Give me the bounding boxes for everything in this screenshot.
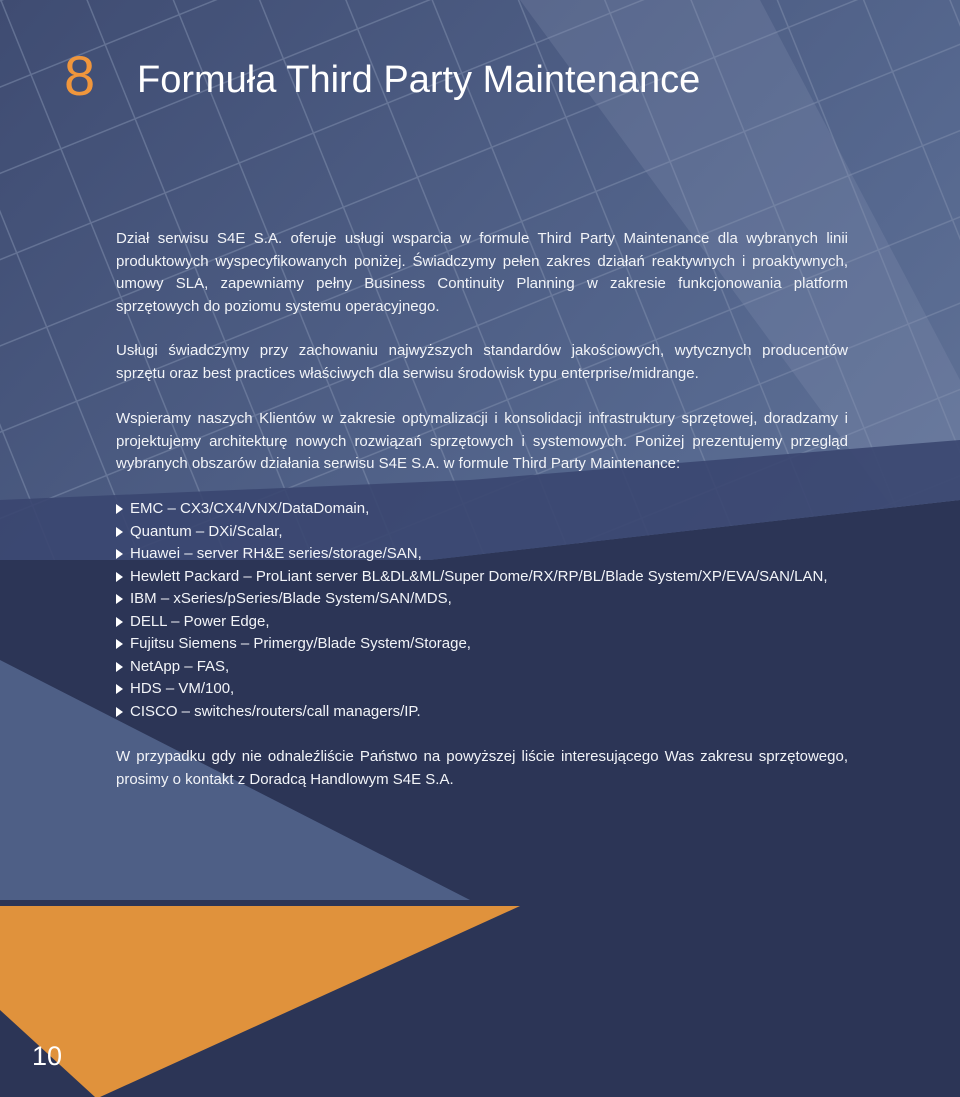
- list-item-text: Hewlett Packard – ProLiant server BL&DL&ML/Super Dome/RX/RP/BL/Blade System/XP/EVA/SAN/LAN,: [130, 567, 828, 585]
- list-item: [116, 543, 906, 566]
- intro-section: [116, 228, 848, 318]
- triangle-bullet-icon: [116, 617, 123, 627]
- list-item: [116, 566, 906, 589]
- triangle-bullet-icon: [116, 662, 123, 672]
- list-item: [116, 701, 906, 724]
- contact-paragraph: W przypadku gdy nie odnaleźliście Państwo na powyższej liście interesującego Was zakresu sprzętowego, prosimy o kontakt z Doradcą Handlowym S4E S.A.: [116, 748, 848, 788]
- list-item: [116, 498, 906, 521]
- triangle-bullet-icon: [116, 504, 123, 514]
- triangle-bullet-icon: [116, 527, 123, 537]
- list-item-text: CISCO – switches/routers/call managers/IP.: [130, 702, 421, 720]
- support-paragraph: Wspieramy naszych Klientów w zakresie optymalizacji i konsolidacji infrastruktury sprzętowej, doradzamy i projektujemy architekturę nowych rozwiązań sprzętowych i systemowych. Poniżej prezentujemy przegląd wybranych obszarów działania serwisu S4E S.A. w formule Third Party Maintenance:: [116, 410, 848, 472]
- list-item-text: Quantum – DXi/Scalar,: [130, 522, 283, 540]
- triangle-bullet-icon: [116, 549, 123, 559]
- triangle-bullet-icon: [116, 594, 123, 604]
- list-item: [116, 588, 906, 611]
- triangle-bullet-icon: [116, 572, 123, 582]
- support-section: [116, 408, 848, 476]
- list-item: [116, 678, 906, 701]
- list-item-text: EMC – CX3/CX4/VNX/DataDomain,: [130, 500, 370, 517]
- standards-paragraph: Usługi świadczymy przy zachowaniu najwyższych standardów jakościowych, wytycznych producentów sprzętu oraz best practices właściwych dla serwisu środowisk typu enterprise/midrange.: [116, 342, 848, 382]
- triangle-bullet-icon: [116, 639, 123, 649]
- contact-section: [116, 746, 848, 791]
- list-item-text: NetApp – FAS,: [130, 657, 230, 675]
- chapter-number: 8: [64, 44, 96, 107]
- standards-section: [116, 340, 848, 385]
- intro-paragraph: Dział serwisu S4E S.A. oferuje usługi wsparcia w formule Third Party Maintenance dla wybranych linii produktowych wyspecyfikowanych poniżej. Świadczymy pełen zakres działań reaktywnych i proaktywnych, umowy SLA, zapewniamy pełny Business Continuity Planning w zakresie funkcjonowania platform sprzętowych do poziomu systemu operacyjnego.: [116, 230, 848, 315]
- list-item: [116, 521, 906, 544]
- page-number: 10: [32, 1041, 63, 1071]
- list-item: [116, 656, 906, 679]
- list-item-text: HDS – VM/100,: [130, 680, 235, 697]
- list-item-text: DELL – Power Edge,: [130, 612, 270, 630]
- list-item: [116, 633, 906, 656]
- triangle-bullet-icon: [116, 684, 123, 694]
- list-item: [116, 611, 906, 634]
- chapter-title: Formuła Third Party Maintenance: [137, 59, 701, 101]
- triangle-bullet-icon: [116, 707, 123, 717]
- list-item-text: IBM – xSeries/pSeries/Blade System/SAN/MDS,: [130, 590, 452, 607]
- list-item-text: Huawei – server RH&E series/storage/SAN,: [130, 545, 422, 562]
- list-item-text: Fujitsu Siemens – Primergy/Blade System/Storage,: [130, 635, 471, 652]
- brand-list: [116, 498, 906, 723]
